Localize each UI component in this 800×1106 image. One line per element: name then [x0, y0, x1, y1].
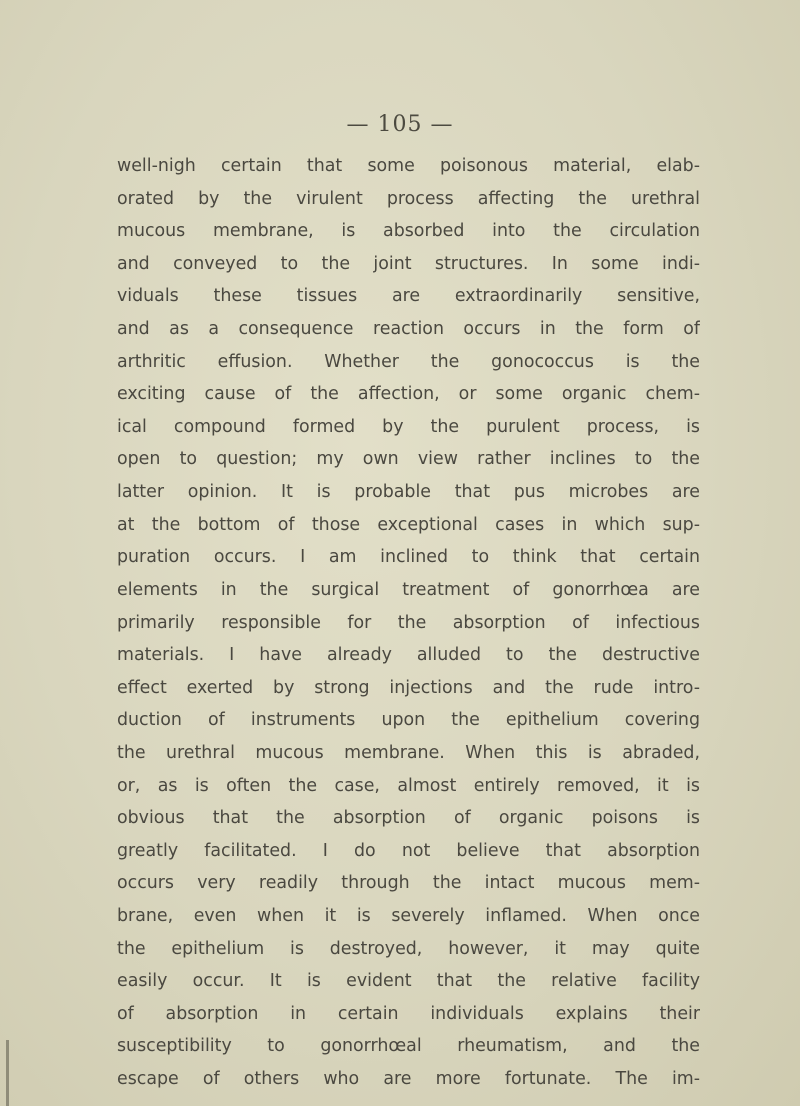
text-line: duction of instruments upon the epithelium covering — [117, 710, 700, 731]
text-line: of absorption in certain individuals explains their — [117, 1003, 700, 1024]
text-line: escape of others who are more fortunate. The im- — [117, 1069, 700, 1090]
text-line: open to question; my own view rather inclines to the — [117, 449, 700, 470]
text-line: latter opinion. It is probable that pus microbes are — [117, 482, 700, 503]
text-line: and as a consequence reaction occurs in the form of — [117, 319, 700, 340]
text-line: or, as is often the case, almost entirely removed, it is — [117, 775, 700, 796]
text-line: easily occur. It is evident that the relative facility — [117, 971, 700, 992]
text-line: mucous membrane, is absorbed into the circulation — [117, 221, 700, 242]
text-line: viduals these tissues are extraordinarily sensitive, — [117, 286, 700, 307]
text-line: primarily responsible for the absorption of infectious — [117, 612, 700, 633]
text-line: elements in the surgical treatment of gonorrhœa are — [117, 579, 700, 600]
text-line: puration occurs. I am inclined to think that certain — [117, 547, 700, 568]
text-line: orated by the virulent process affecting the urethral — [117, 188, 700, 209]
text-line: at the bottom of those exceptional cases in which sup- — [117, 514, 700, 535]
page-number: — 105 — — [346, 112, 454, 137]
text-line: materials. I have already alluded to the destructive — [117, 645, 700, 666]
text-line: susceptibility to gonorrhœal rheumatism, and the — [117, 1036, 700, 1057]
text-line: and conveyed to the joint structures. In some indi- — [117, 253, 700, 274]
text-line: obvious that the absorption of organic poisons is — [117, 808, 700, 829]
text-line: greatly facilitated. I do not believe that absorption — [117, 840, 700, 861]
text-line: brane, even when it is severely inflamed. When once — [117, 906, 700, 927]
text-line: exciting cause of the affection, or some organic chem- — [117, 384, 700, 405]
text-line: well-nigh certain that some poisonous material, elab- — [117, 156, 700, 176]
text-line: arthritic effusion. Whether the gonococcus is the — [117, 351, 700, 372]
body-paragraph — [117, 150, 700, 1096]
text-line: the urethral mucous membrane. When this is abraded, — [117, 742, 700, 763]
text-line: the epithelium is destroyed, however, it may quite — [117, 938, 700, 959]
text-line: ical compound formed by the purulent process, is — [117, 416, 700, 437]
text-line: occurs very readily through the intact mucous mem- — [117, 873, 700, 894]
scan-edge-mark — [6, 1040, 9, 1106]
text-line: effect exerted by strong injections and the rude intro- — [117, 677, 700, 698]
